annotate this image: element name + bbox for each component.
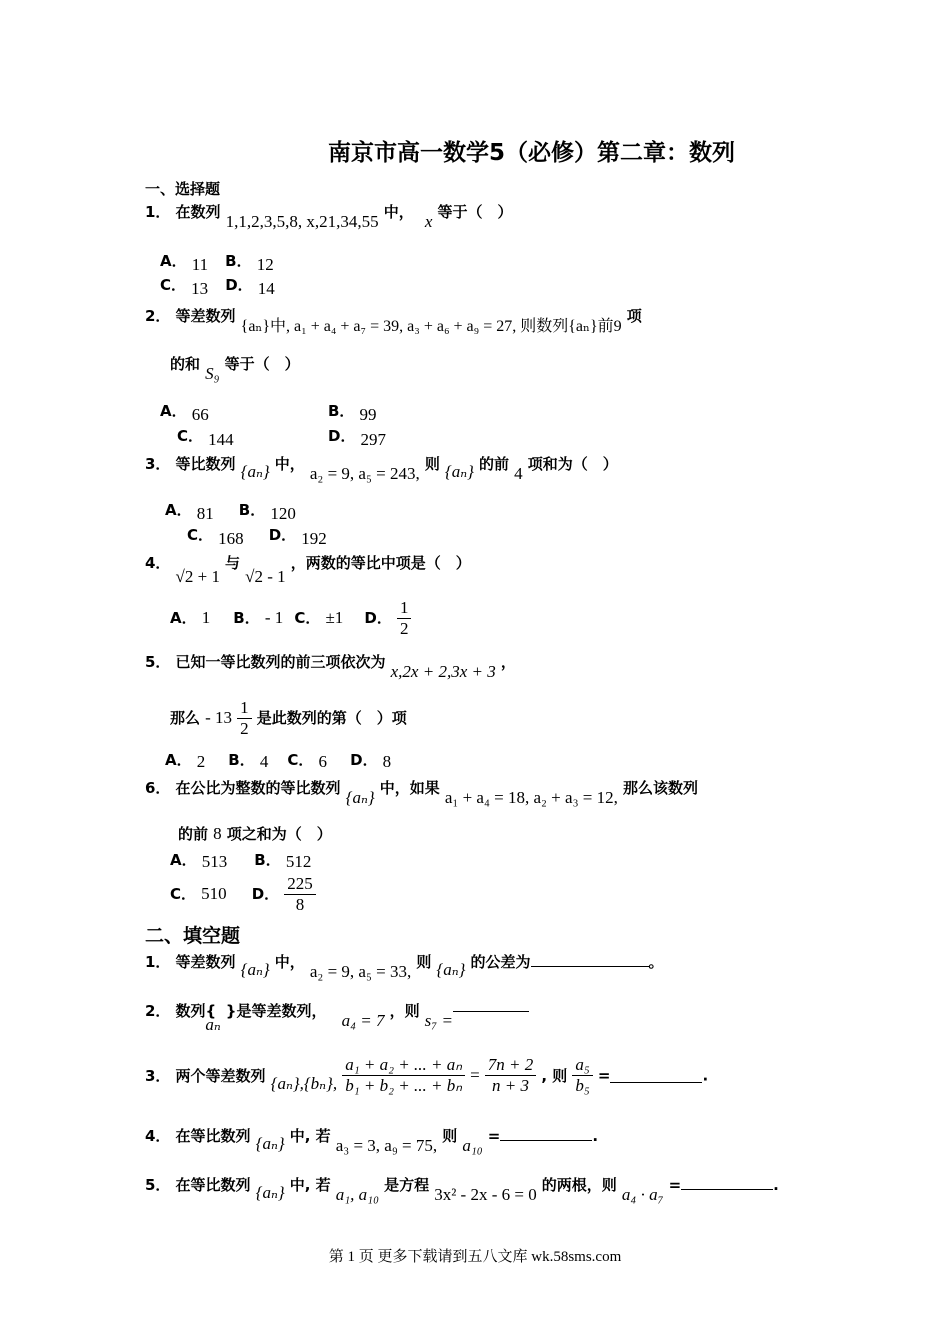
question-text: 中，	[383, 203, 414, 221]
question-text: 数列{	[175, 1002, 217, 1020]
math-expression: {aₙ}	[444, 462, 474, 481]
option-value: ±1	[325, 608, 344, 627]
question-text: 的公差为	[470, 953, 531, 971]
question-text: 那么该数列	[622, 779, 698, 797]
question-6-line2	[178, 823, 332, 844]
option-value: 66	[191, 405, 209, 424]
option-value: 168	[218, 529, 244, 548]
fraction-numerator: 225	[284, 874, 316, 895]
option-label: D．	[268, 526, 297, 544]
question-text: 等差数列	[175, 307, 236, 325]
question-text: 中，	[274, 953, 305, 971]
question-text: ，两数的等比中项是（ ）	[290, 554, 471, 572]
fill-question-5	[145, 1174, 779, 1204]
math-fraction	[237, 698, 252, 739]
fraction-numerator: 7n + 2	[485, 1055, 536, 1076]
question-text: 则	[442, 1127, 458, 1145]
option-row	[187, 524, 327, 548]
question-number: 5．	[145, 653, 171, 671]
math-expression: {aₙ}	[436, 960, 466, 979]
page-title: 南京市高一数学5（必修）第二章：数列	[328, 140, 736, 166]
answer-blank[interactable]	[610, 1068, 702, 1083]
question-text: 项和为（ ）	[527, 455, 618, 473]
option-value: - 1	[264, 608, 284, 627]
question-text: 那么	[170, 709, 201, 727]
option-row	[170, 874, 316, 915]
math-expression: x,2x + 2,3x + 3	[390, 662, 496, 681]
fill-question-2	[145, 1000, 529, 1034]
option-D	[328, 425, 387, 449]
answer-blank[interactable]	[453, 1009, 529, 1012]
option-label: A．	[170, 851, 197, 869]
question-text: 的前	[479, 455, 510, 473]
question-text: .	[702, 1066, 709, 1085]
option-value: 2	[196, 752, 206, 771]
question-number: 3．	[145, 455, 171, 473]
fraction-numerator: 1	[237, 698, 252, 719]
question-text: .	[773, 1176, 779, 1194]
page-footer: 第 1 页 更多下载请到五八文库 wk.58sms.com	[328, 1249, 622, 1265]
question-text: 等于（ ）	[437, 203, 513, 221]
question-text: ，则	[389, 1002, 420, 1020]
option-row	[170, 849, 311, 870]
math-expression: 1,1,2,3,5,8, x,21,34,55	[225, 212, 379, 231]
answer-blank[interactable]	[531, 952, 649, 967]
question-text: =	[487, 1127, 501, 1145]
option-label: A．	[165, 501, 192, 519]
option-value: 513	[201, 852, 228, 871]
math-expression: a₂ = 9, a₅ = 243,	[309, 464, 420, 483]
math-expression: 8	[213, 824, 222, 843]
question-number: 1．	[145, 953, 171, 971]
option-label: A．	[160, 402, 187, 420]
question-text: 在等比数列	[175, 1176, 251, 1194]
option-value: 8	[382, 752, 392, 771]
math-expression: {aₙ}中, a₁ + a₄ + a₇ = 39, a₃ + a₆ + a₉ = 27, 则数列{aₙ}前9	[240, 318, 622, 335]
option-label: C．	[170, 885, 197, 903]
option-label: B．	[238, 501, 266, 519]
option-label: D．	[225, 276, 253, 294]
fill-question-3	[145, 1055, 708, 1096]
option-value: 144	[208, 430, 234, 449]
question-text: 在数列	[175, 203, 221, 221]
fraction-denominator: 2	[240, 719, 249, 738]
option-label: D．	[328, 427, 356, 445]
math-expression: {aₙ}	[240, 960, 270, 979]
math-expression: a₁ + a₄ = 18, a₂ + a₃ = 12,	[444, 788, 618, 807]
option-label: C．	[177, 427, 204, 445]
question-number: 3．	[145, 1067, 171, 1085]
option-value: 99	[359, 405, 377, 424]
question-text: 中, 若	[289, 1176, 331, 1194]
option-A	[160, 400, 209, 424]
option-fraction	[397, 598, 412, 639]
question-number: 6．	[145, 779, 171, 797]
option-value: 11	[191, 255, 209, 274]
math-expression: {aₙ},{bₙ},	[270, 1073, 338, 1093]
math-expression: a₃ = 3, a₉ = 75,	[335, 1136, 438, 1155]
fraction-numerator: a₅	[572, 1055, 592, 1076]
option-label: B．	[228, 751, 255, 769]
option-value: 297	[360, 430, 387, 449]
option-row	[160, 250, 274, 274]
math-expression: a₂ = 9, a₅ = 33,	[309, 962, 412, 981]
option-label: B．	[225, 252, 252, 270]
question-text: ，	[500, 653, 516, 671]
math-expression: a₄ = 7	[341, 1011, 385, 1030]
option-value: 4	[259, 752, 269, 771]
math-expression: S₉	[205, 364, 220, 383]
math-expression: - 13	[205, 708, 233, 727]
question-text: 是方程	[384, 1176, 430, 1194]
question-text: }是等差数列，	[225, 1002, 327, 1020]
option-label: A．	[160, 252, 187, 270]
fraction-denominator: 2	[399, 619, 409, 638]
option-value: 6	[318, 752, 328, 771]
question-2-line2	[170, 353, 300, 383]
question-text: 则	[416, 953, 432, 971]
question-text: 。	[648, 953, 664, 971]
option-label: B．	[254, 851, 281, 869]
math-variable: x	[424, 212, 433, 231]
question-text: 等差数列	[175, 953, 236, 971]
option-value: 512	[285, 852, 312, 871]
question-text: 则	[424, 455, 440, 473]
fraction-denominator: b₁ + b₂ + ... + bₙ	[345, 1076, 462, 1095]
option-value: 13	[191, 279, 209, 298]
fill-question-4	[145, 1125, 599, 1155]
question-1	[145, 201, 513, 231]
question-number: 5．	[145, 1176, 171, 1194]
option-row	[165, 749, 391, 770]
option-label: C．	[287, 751, 314, 769]
math-expression: {aₙ}	[345, 788, 375, 807]
option-value: 12	[256, 255, 274, 274]
fraction-denominator: n + 3	[492, 1076, 529, 1095]
option-label: D．	[251, 885, 280, 903]
answer-blank[interactable]	[681, 1175, 773, 1190]
question-text: 在公比为整数的等比数列	[175, 779, 341, 797]
question-text: 已知一等比数列的前三项依次为	[175, 653, 386, 671]
math-fraction	[485, 1055, 536, 1096]
math-expression: s₇ =	[424, 1011, 453, 1030]
math-expression: √2 - 1	[245, 567, 286, 586]
option-value: 510	[201, 884, 227, 903]
question-number: 2．	[145, 1002, 171, 1020]
option-C	[177, 425, 234, 449]
question-text: 等比数列	[175, 455, 236, 473]
question-5	[145, 651, 516, 681]
section-heading-choice: 一、选择题	[145, 180, 221, 198]
option-row	[170, 598, 411, 639]
option-value: 192	[301, 529, 327, 548]
math-fraction	[342, 1055, 465, 1096]
math-expression: a₁₀	[462, 1136, 483, 1155]
question-text: 与	[225, 554, 241, 572]
question-text: , 则	[541, 1067, 568, 1085]
answer-blank[interactable]	[500, 1126, 592, 1141]
option-row	[165, 499, 296, 523]
option-label: C．	[187, 526, 214, 544]
fraction-denominator: 8	[295, 895, 305, 914]
option-label: A．	[165, 751, 192, 769]
question-text: 中, 若	[289, 1127, 331, 1145]
question-4	[145, 552, 471, 586]
option-row	[160, 274, 275, 298]
option-fraction	[284, 874, 316, 915]
question-text: =	[597, 1066, 611, 1085]
option-label: C．	[294, 609, 321, 627]
question-number: 1．	[145, 203, 171, 221]
math-fraction	[572, 1055, 592, 1096]
question-number: 4．	[145, 1127, 171, 1145]
math-expression: 4	[514, 464, 523, 483]
option-value: 81	[196, 504, 214, 523]
question-text: .	[592, 1127, 599, 1145]
fill-question-1	[145, 951, 664, 981]
option-value: 120	[270, 504, 296, 523]
question-number: 2．	[145, 307, 171, 325]
option-value: 14	[257, 279, 275, 298]
question-text: 项之和为（ ）	[226, 825, 332, 843]
question-2	[145, 303, 642, 335]
question-text: 是此数列的第（ ）项	[256, 709, 407, 727]
option-label: A．	[170, 609, 197, 627]
math-expression: {aₙ}	[240, 462, 270, 481]
question-text: 的和	[170, 355, 201, 373]
math-expression: a₄ · a₇	[621, 1185, 664, 1204]
math-expression: √2 + 1	[175, 567, 220, 586]
fraction-numerator: 1	[397, 598, 412, 619]
math-expression: {aₙ}	[255, 1134, 285, 1153]
question-text: 的前	[178, 825, 209, 843]
option-label: D．	[364, 609, 392, 627]
question-text: 在等比数列	[175, 1127, 251, 1145]
question-text: 的两根，则	[541, 1176, 617, 1194]
question-5-line2	[170, 698, 407, 739]
question-6	[145, 777, 698, 807]
question-text: 两个等差数列	[175, 1067, 266, 1085]
question-text: =	[668, 1176, 682, 1194]
fraction-numerator: a₁ + a₂ + ... + aₙ	[342, 1055, 465, 1076]
question-text: 等于（ ）	[224, 355, 300, 373]
math-expression: a₁, a₁₀	[335, 1185, 379, 1204]
question-number: 4．	[145, 554, 171, 572]
math-expression: 3x² - 2x - 6 = 0	[434, 1185, 537, 1204]
fraction-denominator: b₅	[575, 1076, 590, 1095]
math-expression: {aₙ}	[255, 1183, 285, 1202]
question-3	[145, 453, 618, 483]
question-text: 中，	[274, 455, 305, 473]
option-label: B．	[328, 402, 355, 420]
option-label: B．	[233, 609, 260, 627]
option-label: D．	[350, 751, 378, 769]
question-text: 中，如果	[379, 779, 440, 797]
math-expression: aₙ	[205, 1015, 221, 1034]
math-operator: =	[470, 1065, 480, 1085]
option-value: 1	[201, 608, 211, 627]
option-B	[328, 400, 377, 424]
option-label: C．	[160, 276, 187, 294]
question-text: 项	[626, 307, 642, 325]
section-heading-fill: 二、填空题	[145, 925, 241, 947]
